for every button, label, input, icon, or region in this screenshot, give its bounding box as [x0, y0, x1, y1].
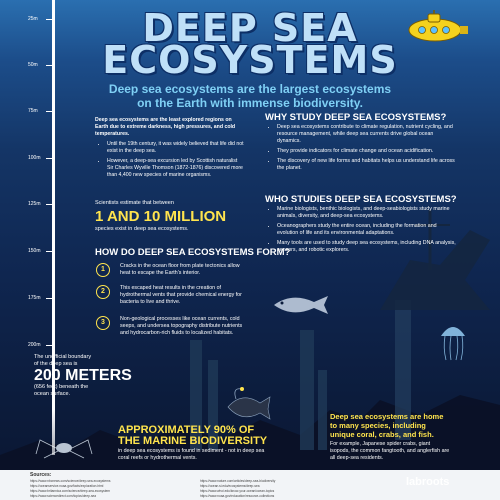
- depth-tick: [46, 251, 55, 252]
- spider-crab-icon: [34, 432, 94, 462]
- biodiversity-body: in deep sea ecosystems is found in sediment - not in deep sea coral reefs or hydrothermal vents.: [118, 448, 265, 461]
- source-link[interactable]: https://ocean.si.edu/ecosystems/deep-sea: [200, 484, 260, 488]
- step-number: 1: [96, 263, 110, 277]
- sources-title: Sources:: [30, 472, 52, 478]
- depth-tick: [46, 204, 55, 205]
- depth-label: 25m: [28, 16, 38, 22]
- source-link[interactable]: https://www.nature.com/articles/deep-sea-biodiversity: [200, 479, 276, 483]
- list-item: • Oceanographers study the entire ocean, including the formation and evolution of life and its environmental adaptations.: [277, 223, 457, 237]
- subtitle: [0, 82, 500, 110]
- boundary-pre: The unofficial boundary of the deep sea is: [34, 354, 92, 367]
- source-link[interactable]: https://oceanservice.noaa.gov/facts/exploration.html: [30, 484, 104, 488]
- source-link[interactable]: https://www.britannica.com/science/deep-sea-ecosystem: [30, 489, 111, 493]
- depth-label: 75m: [28, 108, 38, 114]
- page-title-line1: DEEP SEA: [142, 6, 358, 50]
- step-number: 2: [96, 285, 110, 299]
- depth-label: 125m: [28, 201, 41, 207]
- page-title-line2: ECOSYSTEMS: [102, 38, 398, 82]
- intro-list: [95, 141, 245, 179]
- step-text: Non-geological processes like ocean currents, cold seeps, and undersea topography distribute nutrients and hydrocarbon-rich fluids to localized habitats.: [120, 316, 243, 336]
- jellyfish-icon: [438, 322, 468, 362]
- labroots-logo: labroots: [406, 476, 450, 488]
- anglerfish-icon: [222, 385, 272, 425]
- list-item: • The discovery of new life forms and habitats helps us understand life across the planet.: [277, 158, 457, 172]
- how-heading: HOW DO DEEP SEA ECOSYSTEMS FORM?: [95, 247, 291, 258]
- source-link[interactable]: https://www.noaa.gov/education/resource-collections: [200, 494, 275, 498]
- species-callout: Deep sea ecosystems are home to many species, including unique coral, crabs, and fish.: [330, 412, 444, 439]
- boundary-post: (656 feet) beneath the ocean surface.: [34, 384, 89, 397]
- depth-label: 100m: [28, 155, 41, 161]
- step-text: This escaped heat results in the creation of hydrothermal vents that provide chemical energy for bacteria to live and thrive.: [120, 285, 242, 305]
- depth-tick: [46, 345, 55, 346]
- list-item: • Until the 19th century, it was widely believed that life did not exist in the deep sea.: [107, 141, 245, 155]
- biodiversity-callout: APPROXIMATELY 90% OF THE MARINE BIODIVERSITY: [118, 424, 268, 447]
- depth-label: 150m: [28, 248, 41, 254]
- intro-lead: Deep sea ecosystems are the least explored regions on Earth due to extreme darkness, high pressures, and cold temperatures.: [95, 117, 236, 137]
- subtitle-line2: on the Earth with immense biodiversity.: [137, 96, 363, 110]
- source-link[interactable]: https://www.sciencedirect.com/topics/deep-sea: [30, 494, 97, 498]
- why-list: [265, 124, 457, 175]
- why-heading: WHY STUDY DEEP SEA ECOSYSTEMS?: [265, 112, 447, 123]
- who-heading: WHO STUDIES DEEP SEA ECOSYSTEMS?: [265, 194, 457, 205]
- species-body: For example, Japanese spider crabs, giant isopods, the common fangtooth, and anglerfish are all deep-sea residents.: [330, 441, 450, 461]
- intro-section: [95, 117, 245, 182]
- source-link[interactable]: https://www.nbcnews.com/science/deep-sea-ecosystems: [30, 479, 111, 483]
- depth-tick: [46, 111, 55, 112]
- depth-label: 175m: [28, 295, 41, 301]
- boundary-depth-callout: 200 METERS: [34, 367, 132, 384]
- depth-tick: [46, 158, 55, 159]
- source-link[interactable]: https://www.whoi.edu/know-your-ocean/ocean-topics: [200, 489, 275, 493]
- list-item: • They provide indicators for climate change and ocean acidification.: [277, 148, 457, 155]
- depth-tick: [46, 298, 55, 299]
- scientists-post: species exist in deep sea ecosystems.: [95, 226, 189, 232]
- step-number: 3: [96, 316, 110, 330]
- list-item: • Many tools are used to study deep sea ecosystems, including DNA analysis, sensors, and robotic explorers.: [277, 240, 457, 254]
- who-list: [265, 206, 457, 257]
- fangtooth-fish-icon: [270, 290, 330, 320]
- step-text: Cracks in the ocean floor from plate tectonics allow heat to escape the Earth's interior.: [120, 263, 240, 276]
- list-item: • Deep sea ecosystems contribute to climate regulation, nutrient cycling, and resource management, while deep sea currents drive global ocean dynamics.: [277, 124, 457, 145]
- species-count-callout: 1 AND 10 MILLION: [95, 208, 227, 225]
- depth-label: 50m: [28, 62, 38, 68]
- depth-label: 200m: [28, 342, 41, 348]
- list-item: • Marine biologists, benthic biologists, and deep-seabiologists study marine animals, diversity, and deep-sea ecosystems.: [277, 206, 457, 220]
- subtitle-line1: Deep sea ecosystems are the largest ecosystems: [108, 82, 392, 96]
- list-item: • However, a deep-sea excursion led by Scottish naturalist Sir Charles Wyville Thomson (1872-1876) discovered more than 4,400 new species of marine organisms.: [107, 158, 245, 179]
- scientists-pre: Scientists estimate that between: [95, 200, 174, 206]
